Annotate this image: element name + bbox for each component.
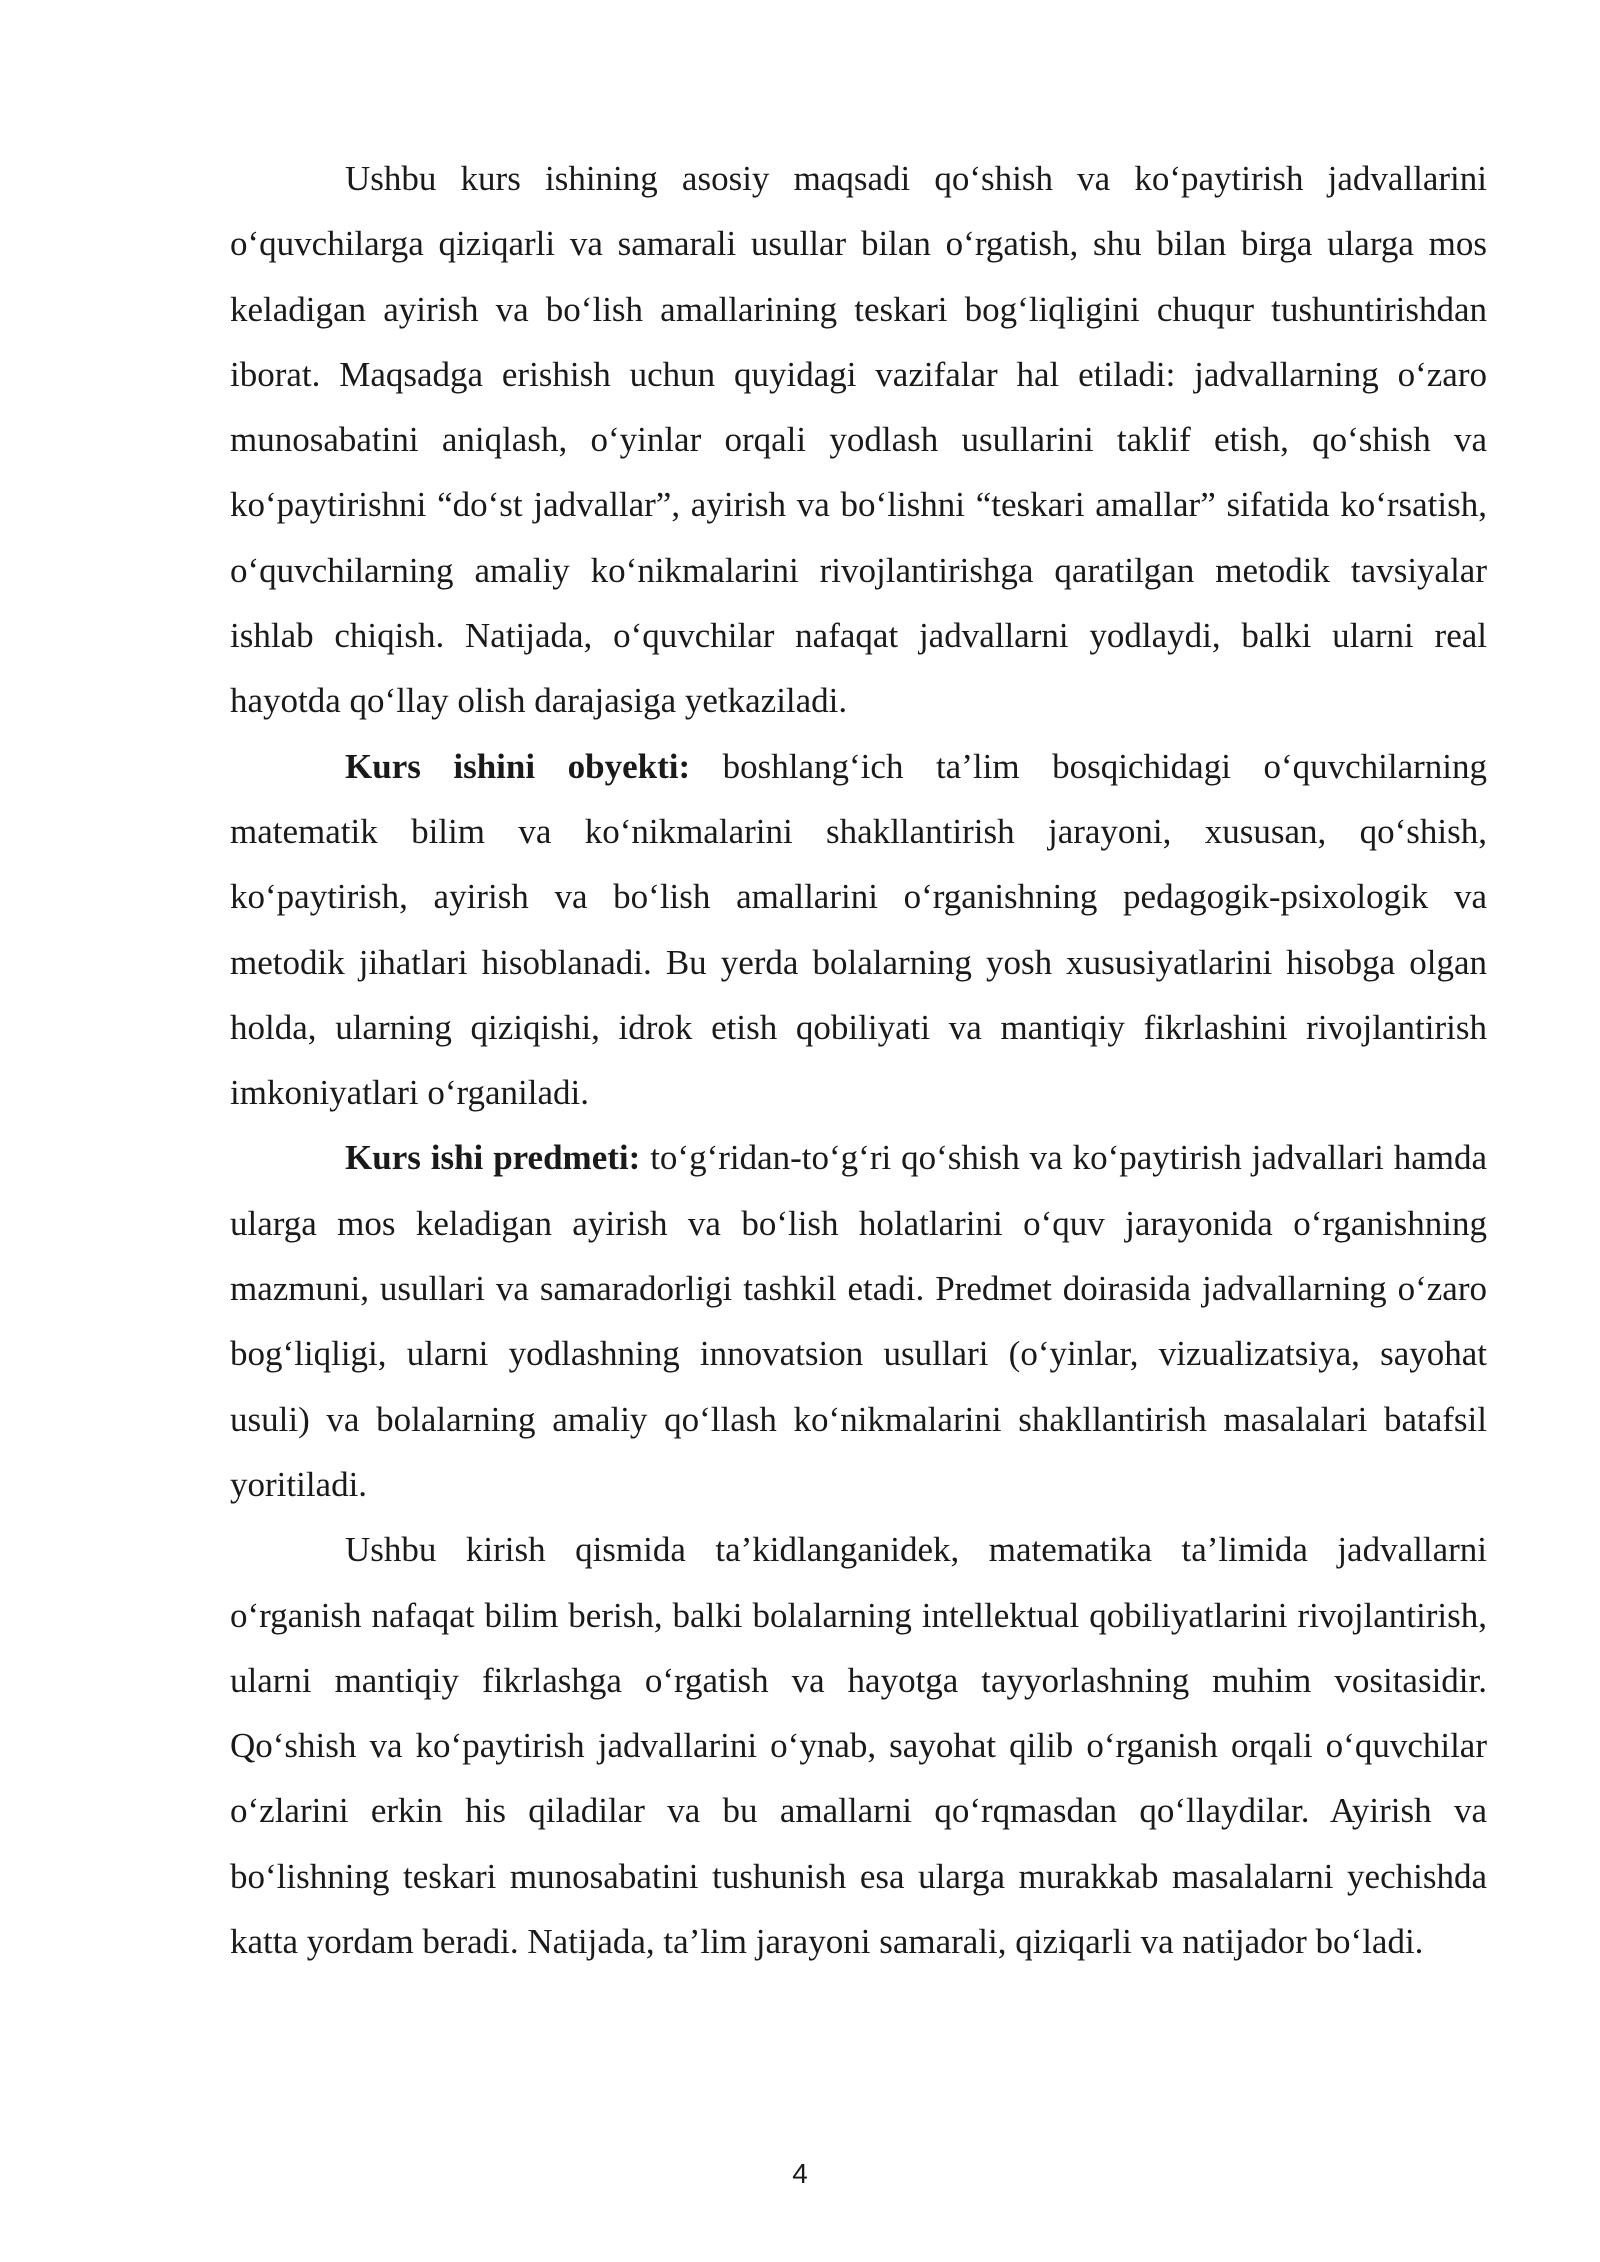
paragraph-object-text: boshlang‘ich ta’lim bosqichidagi o‘quvchilarning matematik bilim va ko‘nikmalarini shakllantirish jarayoni, xususan, qo‘shish, ko‘paytirish, ayirish va bo‘lish amallarini o‘rganishning pedagogik-psixologik va metodik jihatlari hisoblanadi. Bu yerda bolalarning yosh xususiyatlarini hisobga olgan holda, ularning qiziqishi, idrok etish qobiliyati va mantiqiy fikrlashini rivojlantirish imkoniyatlari o‘rganiladi. bbox=[230, 746, 1488, 1113]
paragraph-object bbox=[230, 734, 1487, 1126]
page-number: 4 bbox=[792, 2158, 808, 2189]
paragraph-conclusion bbox=[230, 1517, 1487, 1974]
paragraph-conclusion-text: Ushbu kirish qismida ta’kidlanganidek, matematika ta’limida jadvallarni o‘rganish nafaqat bilim berish, balki bolalarning intellektual qobiliyatlarini rivojlantirish, ularni mantiqiy fikrlashga o‘rgatish va hayotga tayyorlashning muhim vositasidir. Qo‘shish va ko‘paytirish jadvallarini o‘ynab, sayohat qilib o‘rganish orqali o‘quvchilar o‘zlarini erkin his qiladilar va bu amallarni qo‘rqmasdan qo‘llaydilar. Ayirish va bo‘lishning teskari munosabatini tushunish esa ularga murakkab masalalarni yechishda katta yordam beradi. Natijada, ta’lim jarayoni samarali, qiziqarli va natijador bo‘ladi. bbox=[230, 1530, 1487, 1962]
paragraph-subject bbox=[230, 1125, 1487, 1517]
paragraph-goal bbox=[230, 146, 1487, 734]
paragraph-goal-text: Ushbu kurs ishining asosiy maqsadi qo‘shish va ko‘paytirish jadvallarini o‘quvchilarga qiziqarli va samarali usullar bilan o‘rgatish, shu bilan birga ularga mos keladigan ayirish va bo‘lish amallarining teskari bog‘liqligini chuqur tushuntirishdan iborat. Maqsadga erishish uchun quyidagi vazifalar hal etiladi: jadvallarning o‘zaro munosabatini aniqlash, o‘yinlar orqali yodlash usullarini taklif etish, qo‘shish va ko‘paytirishni “do‘st jadvallar”, ayirish va bo‘lishni “teskari amallar” sifatida ko‘rsatish, o‘quvchilarning amaliy ko‘nikmalarini rivojlantirishga qaratilgan metodik tavsiyalar ishlab chiqish. Natijada, o‘quvchilar nafaqat jadvallarni yodlaydi, balki ularni real hayotda qo‘llay olish darajasiga yetkaziladi. bbox=[230, 159, 1487, 721]
paragraph-object-heading: Kurs ishini obyekti: bbox=[345, 746, 691, 786]
paragraph-subject-text: to‘g‘ridan-to‘g‘ri qo‘shish va ko‘paytirish jadvallari hamda ularga mos keladigan ayirish va bo‘lish holatlarini o‘quv jarayonida o‘rganishning mazmuni, usullari va samaradorligi tashkil etadi. Predmet doirasida jadvallarning o‘zaro bog‘liqligi, ularni yodlashning innovatsion usullari (o‘yinlar, vizualizatsiya, sayohat usuli) va bolalarning amaliy qo‘llash ko‘nikmalarini shakllantirish masalalari batafsil yoritiladi. bbox=[230, 1138, 1487, 1504]
body-text bbox=[230, 146, 1487, 1974]
paragraph-subject-heading: Kurs ishi predmeti: bbox=[345, 1138, 641, 1178]
